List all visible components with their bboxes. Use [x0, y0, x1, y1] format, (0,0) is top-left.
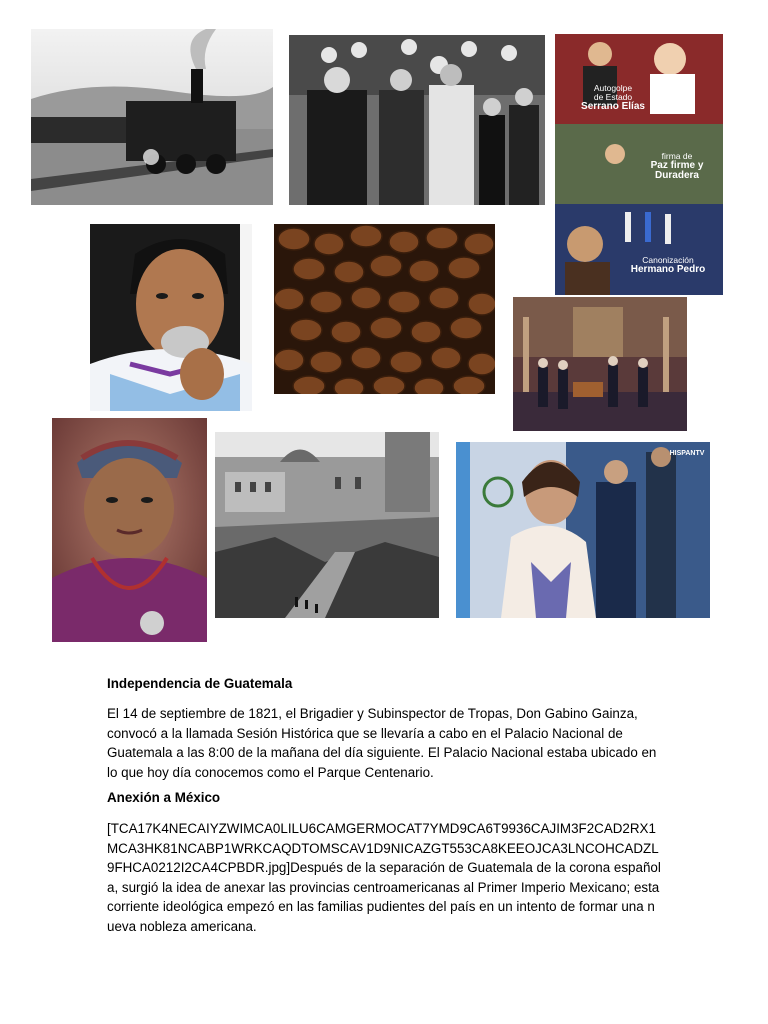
politician-photo — [456, 442, 710, 618]
athlete-medal-photo — [90, 224, 252, 411]
collage-photo — [555, 34, 723, 295]
indigenous-woman-portrait — [52, 418, 207, 642]
paragraph-independencia: El 14 de septiembre de 1821, el Brigadier y Subinspector de Tropas, Don Gabino Gainza, convocó a la llamada Sesión Histórica que se llevaría a cabo en el Palacio Nacional de Guatemala a las 8:00 de la mañana del día siguiente. El Palacio Nacional estaba ubicado en lo que hoy día conocemos como el Parque Centenario. — [107, 706, 657, 780]
coffee-beans-photo — [274, 224, 495, 394]
collage-caption-paz: firma de Paz firme y Duradera — [650, 151, 704, 182]
earthquake-ruins-photo — [215, 432, 439, 618]
royal-ceremony-photo — [289, 35, 545, 205]
palace-assembly-painting — [513, 297, 687, 431]
collage-caption-autogolpe: Autogolpe de Estado Serrano Elías — [581, 83, 645, 112]
steam-train-photo — [31, 29, 273, 205]
hispantv-logo: HISPANTV — [669, 450, 705, 457]
heading-independencia: Independencia de Guatemala — [107, 676, 293, 692]
heading-anexion: Anexión a México — [107, 790, 221, 806]
collage-caption-hermano-pedro: Canonización Hermano Pedro — [630, 255, 706, 275]
paragraph-anexion: [TCA17K4NECAIYZWIMCA0LILU6CAMGERMOCAT7YMD9CA6T9936CAJIM3F2CAD2RX1MCA3HK81NCABP1WRKCAQDTOMSCAV1D9NICAZGT553CA8KEEOJCA3LNCOHCADZL9FHCA0212I2CA4CPBDR.jpg]Después de la separación de Guatemala de la corona española, surgió la idea de anexar las provincias centroamericanas al Primer Imperio Mexicano; esta corriente ideológica empezó en las familias pudientes del país en un intento de formar una nueva nobleza americana. — [107, 821, 661, 934]
